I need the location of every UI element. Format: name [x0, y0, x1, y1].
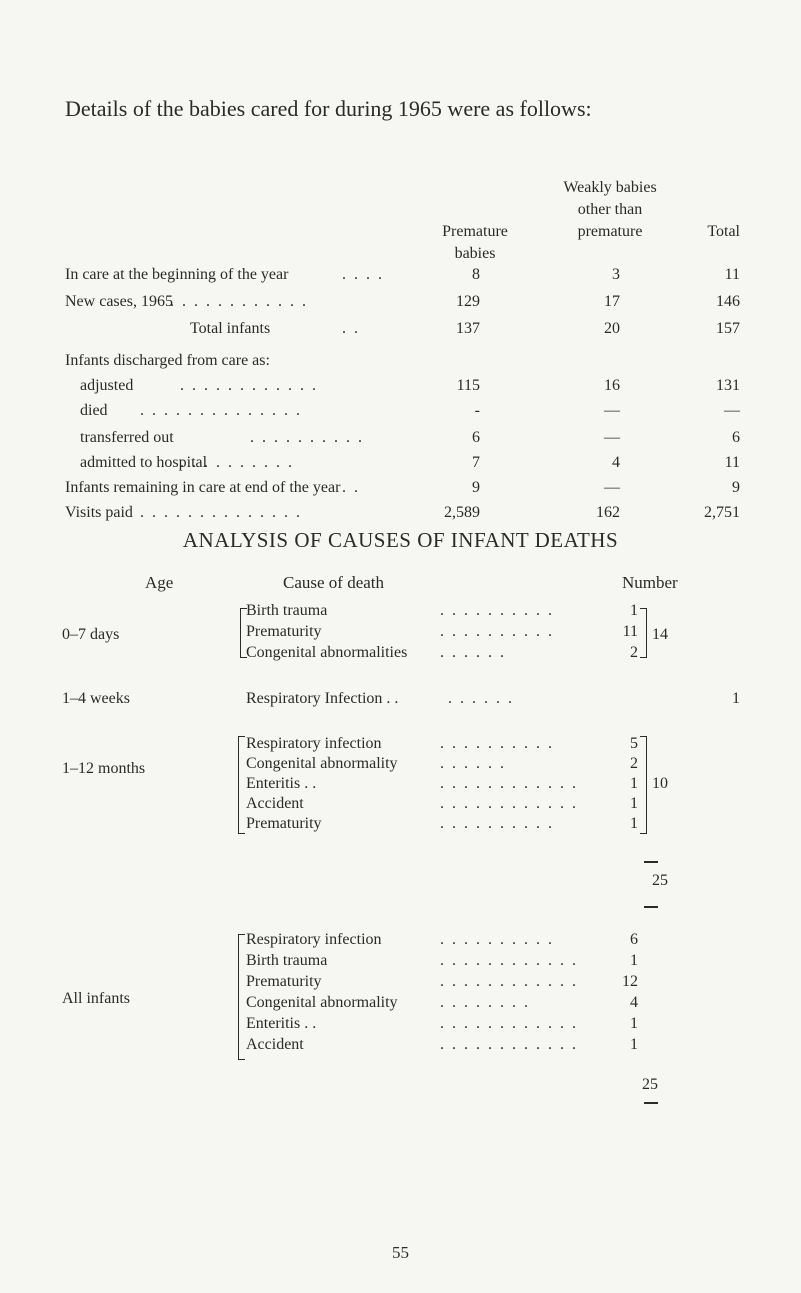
row-label: Infants remaining in care at end of the year	[65, 479, 341, 496]
cause-number: 5	[630, 735, 638, 752]
cause-number: 1	[630, 952, 638, 969]
cell-premature: -	[474, 402, 480, 419]
age-1-4-weeks: 1–4 weeks	[62, 690, 130, 707]
cell-weakly: 17	[604, 293, 620, 310]
cell-premature: 8	[472, 266, 480, 283]
cell-premature: 137	[456, 320, 480, 337]
row-leader-dots: . . . . . . . . . .	[180, 454, 294, 471]
cause-label: Prematurity	[246, 623, 322, 640]
header-weakly	[540, 177, 680, 243]
cell-weakly: 16	[604, 377, 620, 394]
cause-number: 6	[630, 931, 638, 948]
cause-label: Accident	[246, 795, 304, 812]
cause-label: Congenital abnormality	[246, 994, 398, 1011]
row-label: adjusted	[80, 377, 134, 394]
leader-dots: . . . . . . . .	[440, 994, 530, 1011]
brace-right-1-12-months	[640, 736, 647, 834]
cell-total: 146	[716, 293, 740, 310]
cell-premature: 129	[456, 293, 480, 310]
page-number: 55	[392, 1243, 409, 1262]
age-all-infants: All infants	[62, 990, 130, 1007]
leader-dots: . . . . . . . . . .	[440, 623, 554, 640]
cause-label: Prematurity	[246, 815, 322, 832]
cause-number: 1	[630, 602, 638, 619]
cause-label: Congenital abnormality	[246, 755, 398, 772]
cause-number: 4	[630, 994, 638, 1011]
brace-all-infants	[238, 934, 245, 1060]
cause-number: 1	[630, 815, 638, 832]
cell-premature: 2,589	[444, 504, 480, 521]
brace-1-12-months	[238, 736, 245, 834]
leader-dots: . . . . . . . . . .	[440, 815, 554, 832]
dots-1-4-weeks: . . . . . .	[448, 690, 514, 707]
row-leader-dots: . . . . . . . . . .	[250, 429, 364, 446]
cell-total: 6	[732, 429, 740, 446]
leader-dots: . . . . . . . . . . . .	[440, 795, 578, 812]
cell-weakly: 20	[604, 320, 620, 337]
row-label: died	[80, 402, 108, 419]
cell-total: —	[724, 402, 740, 419]
cause-label: Prematurity	[246, 973, 322, 990]
row-label: Total infants	[190, 320, 271, 337]
cause-label: Enteritis . .	[246, 775, 317, 792]
cause-label: Accident	[246, 1036, 304, 1053]
cell-weakly: —	[604, 402, 620, 419]
cell-weakly: 3	[612, 266, 620, 283]
leader-dots: . . . . . . . . . . . .	[440, 1015, 578, 1032]
leader-dots: . . . . . . . . . . . .	[440, 952, 578, 969]
cause-number: 2	[630, 644, 638, 661]
row-leader-dots: . . . . . . . . . . . .	[170, 293, 308, 310]
cell-weakly: —	[604, 479, 620, 496]
row-label: In care at the beginning of the year	[65, 266, 289, 283]
subtotal-1-12-months: 10	[652, 775, 668, 792]
cell-weakly: —	[604, 429, 620, 446]
cause-number: 12	[622, 973, 638, 990]
cell-weakly: 4	[612, 454, 620, 471]
leader-dots: . . . . . .	[440, 644, 506, 661]
cause-number: 2	[630, 755, 638, 772]
cause-label: Enteritis . .	[246, 1015, 317, 1032]
row-leader-dots: . . . . . . . . . . . . . .	[140, 504, 302, 521]
row-leader-dots: . .	[342, 479, 360, 496]
cell-total: 157	[716, 320, 740, 337]
leader-dots: . . . . . .	[440, 755, 506, 772]
brace-right-0-7-days	[640, 608, 647, 658]
header-premature-line2: babies	[454, 245, 496, 262]
all-infants-total: 25	[642, 1076, 658, 1093]
row-label: Visits paid	[65, 504, 133, 521]
cell-total: 11	[724, 266, 740, 283]
row-leader-dots: . . . .	[342, 266, 384, 283]
rule-above-total	[644, 861, 658, 863]
col-cause: Cause of death	[283, 573, 385, 592]
leader-dots: . . . . . . . . . . . .	[440, 775, 578, 792]
cell-total: 9	[732, 479, 740, 496]
cause-number: 1	[630, 795, 638, 812]
header-weakly-line3: premature	[577, 223, 643, 240]
cell-total: 2,751	[704, 504, 740, 521]
header-premature-line1: Premature	[442, 223, 508, 240]
leader-dots: . . . . . . . . . . . .	[440, 973, 578, 990]
cause-number: 1	[630, 1015, 638, 1032]
age-1-12-months: 1–12 months	[62, 760, 146, 777]
cell-total: 131	[716, 377, 740, 394]
leader-dots: . . . . . . . . . .	[440, 735, 554, 752]
subtotal-0-7-days: 14	[652, 626, 668, 643]
cell-total: 11	[724, 454, 740, 471]
cause-number: 1	[630, 775, 638, 792]
row-label: New cases, 1965	[65, 293, 173, 310]
intro-text: Details of the babies cared for during 1965 were as follows:	[65, 96, 592, 121]
cell-premature: 9	[472, 479, 480, 496]
header-total: Total	[707, 223, 740, 240]
leader-dots: . . . . . . . . . .	[440, 931, 554, 948]
grand-total-first: 25	[652, 872, 668, 889]
row-leader-dots: . .	[342, 320, 360, 337]
leader-dots: . . . . . . . . . . . .	[440, 1036, 578, 1053]
cell-premature: 115	[456, 377, 480, 394]
cause-label: Congenital abnormalities	[246, 644, 408, 661]
rule-below-total	[644, 906, 658, 908]
cell-premature: 6	[472, 429, 480, 446]
row-label: transferred out	[80, 429, 174, 446]
cause-label: Birth trauma	[246, 602, 328, 619]
row-label: Infants discharged from care as:	[65, 352, 270, 369]
cell-premature: 7	[472, 454, 480, 471]
cause-number: 1	[630, 1036, 638, 1053]
rule-below-all-infants	[644, 1102, 658, 1104]
col-number: Number	[622, 573, 678, 592]
row-leader-dots: . . . . . . . . . . . .	[180, 377, 318, 394]
cell-weakly: 162	[596, 504, 620, 521]
cause-label: Respiratory infection	[246, 931, 382, 948]
header-weakly-line2: other than	[577, 201, 643, 218]
cause-number: 11	[622, 623, 638, 640]
age-0-7-days: 0–7 days	[62, 626, 120, 643]
cause-1-4-weeks: Respiratory Infection . .	[246, 690, 399, 707]
cause-label: Birth trauma	[246, 952, 328, 969]
subtotal-1-4-weeks: 1	[732, 690, 740, 707]
header-premature	[415, 221, 535, 265]
leader-dots: . . . . . . . . . .	[440, 602, 554, 619]
cause-label: Respiratory infection	[246, 735, 382, 752]
col-age: Age	[145, 573, 174, 592]
row-leader-dots: . . . . . . . . . . . . . .	[140, 402, 302, 419]
row-label: admitted to hospital	[80, 454, 208, 471]
header-weakly-line1: Weakly babies	[563, 179, 657, 196]
analysis-title: ANALYSIS OF CAUSES OF INFANT DEATHS	[182, 528, 619, 552]
